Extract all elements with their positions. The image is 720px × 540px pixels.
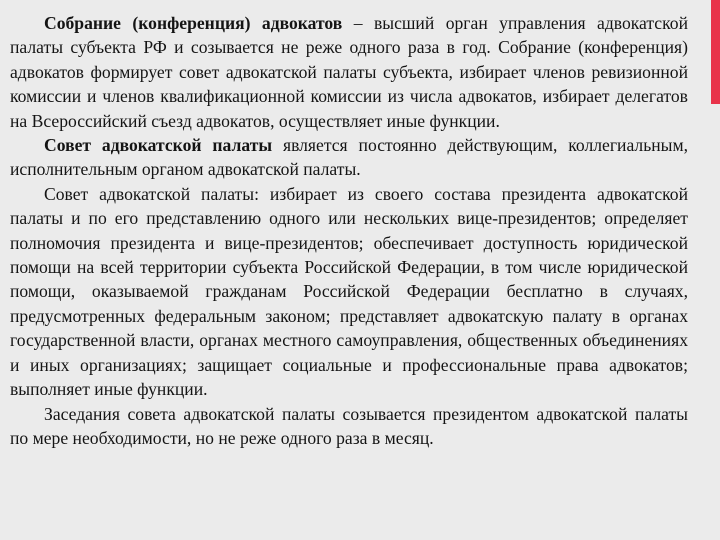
paragraph-council — [10, 133, 688, 182]
term-council: Совет адвокатской палаты — [44, 135, 273, 156]
term-assembly: Собрание (конференция) адвокатов — [44, 13, 343, 33]
paragraph-assembly-text: – высший орган управления адвокатской палаты субъекта РФ и созывается не реже одного раза в год. Собрание (конференция) адвокатов формирует совет адвокатской палаты субъекта, избирает членов ревизионной комиссии и членов квалификационной комиссии из числа адвокатов, избирает делегатов на Всероссийский съезд адвокатов, осуществляет иные функции. — [10, 13, 688, 131]
paragraph-council-meetings — [10, 402, 688, 451]
accent-bar — [711, 0, 720, 104]
slide-body — [10, 11, 688, 450]
paragraph-assembly — [10, 11, 688, 133]
paragraph-council-functions — [10, 182, 688, 402]
paragraph-council-functions-text: Совет адвокатской палаты: избирает из своего состава президента адвокатской палаты и по его представлению одного или нескольких вице-президентов; определяет полномочия президента и вице-президентов; обеспечивает доступность юридической помощи на всей территории субъекта Российской Федерации, в том числе юридической помощи, оказываемой гражданам Российской Федерации бесплатно в случаях, предусмотренных федеральным законом; представляет адвокатскую палату в органах государственной власти, органах местного самоуправления, общественных объединениях и иных организациях; защищает социальные и профессиональные права адвокатов; выполняет иные функции. — [10, 183, 688, 400]
paragraph-council-meetings-text: Заседания совета адвокатской палаты созывается президентом адвокатской палаты по мере необходимости, но не реже одного раза в месяц. — [10, 403, 688, 448]
paragraph-council-text: является постоянно действующим, коллегиальным, исполнительным органом адвокатской палаты. — [10, 135, 688, 180]
